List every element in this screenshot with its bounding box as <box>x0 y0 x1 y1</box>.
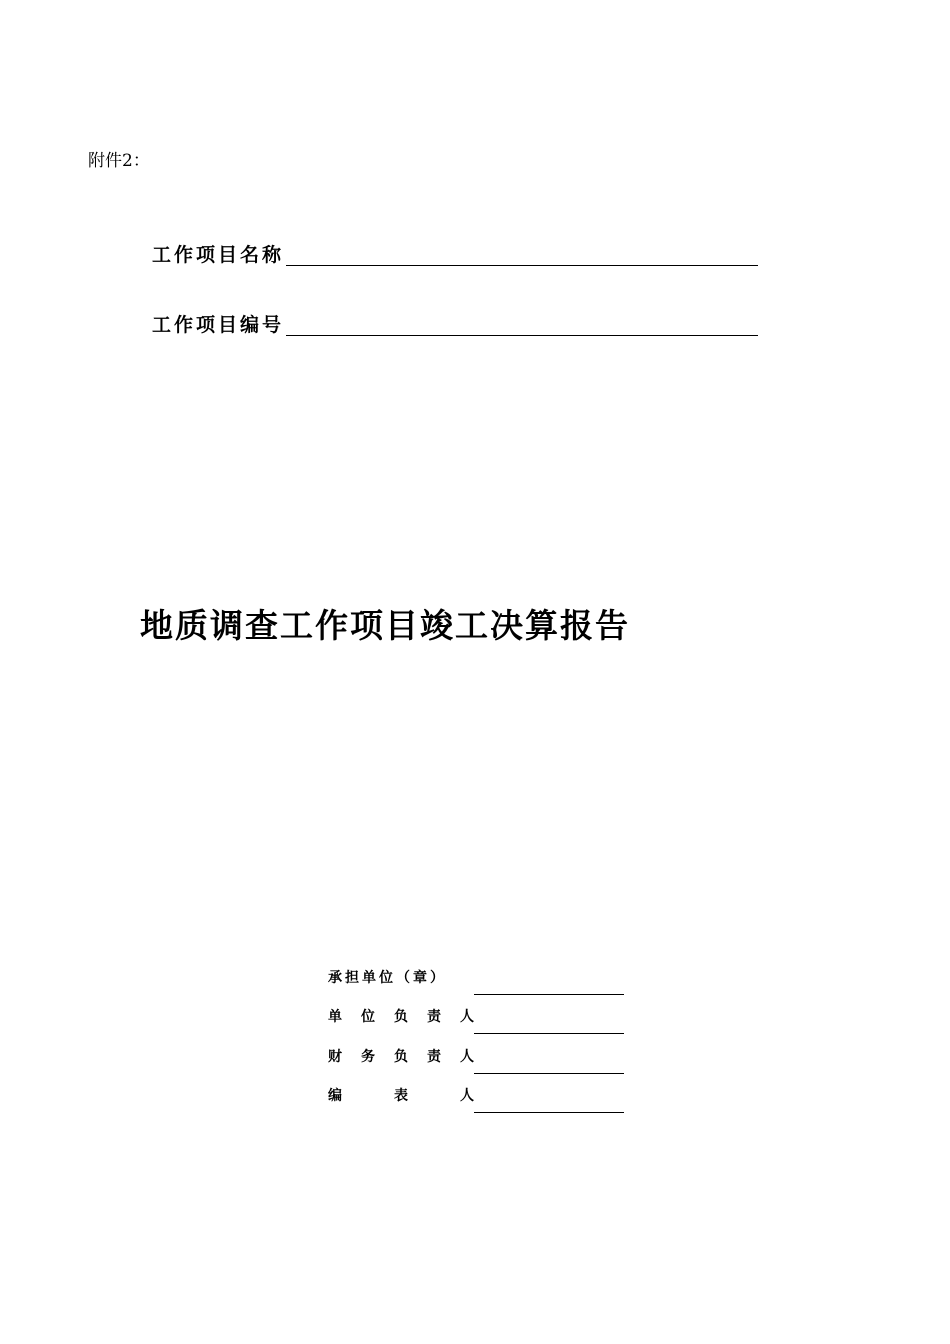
unit-head-label-char: 位 <box>361 1009 375 1025</box>
project-number-label: 工作项目编号 <box>152 314 285 336</box>
undertaking-unit-line[interactable] <box>474 964 624 995</box>
project-name-field <box>152 236 758 266</box>
project-number-line[interactable] <box>286 313 758 336</box>
finance-head-line[interactable] <box>474 1043 624 1074</box>
unit-head-label-char: 责 <box>427 1009 441 1025</box>
finance-head-label-char: 财 <box>328 1048 342 1065</box>
finance-head-row <box>328 1034 624 1074</box>
preparer-label-char: 编 <box>328 1088 342 1104</box>
unit-head-label <box>328 1008 474 1034</box>
report-title: 地质调查工作项目竣工决算报告 <box>140 606 630 645</box>
unit-head-label-char: 人 <box>460 1009 474 1025</box>
unit-head-label-char: 单 <box>328 1009 342 1025</box>
finance-head-label-char: 务 <box>361 1048 375 1065</box>
finance-head-label-char: 负 <box>394 1048 408 1065</box>
undertaking-unit-row <box>328 955 624 995</box>
preparer-label-char: 表 <box>394 1088 408 1104</box>
undertaking-unit-label: 承担单位（章） <box>328 969 447 986</box>
unit-head-line[interactable] <box>474 1003 624 1034</box>
finance-head-label-char: 责 <box>427 1048 441 1065</box>
unit-head-label-char: 负 <box>394 1009 408 1025</box>
preparer-label <box>328 1087 474 1113</box>
project-name-label: 工作项目名称 <box>152 244 285 266</box>
preparer-label-char: 人 <box>460 1088 474 1104</box>
signature-block <box>328 955 624 1113</box>
attachment-label: 附件2： <box>88 151 150 171</box>
preparer-row <box>328 1074 624 1114</box>
finance-head-label <box>328 1048 474 1074</box>
unit-head-row <box>328 995 624 1035</box>
finance-head-label-char: 人 <box>460 1048 474 1065</box>
project-name-line[interactable] <box>286 243 758 266</box>
project-number-field <box>152 306 758 336</box>
preparer-line[interactable] <box>474 1082 624 1113</box>
